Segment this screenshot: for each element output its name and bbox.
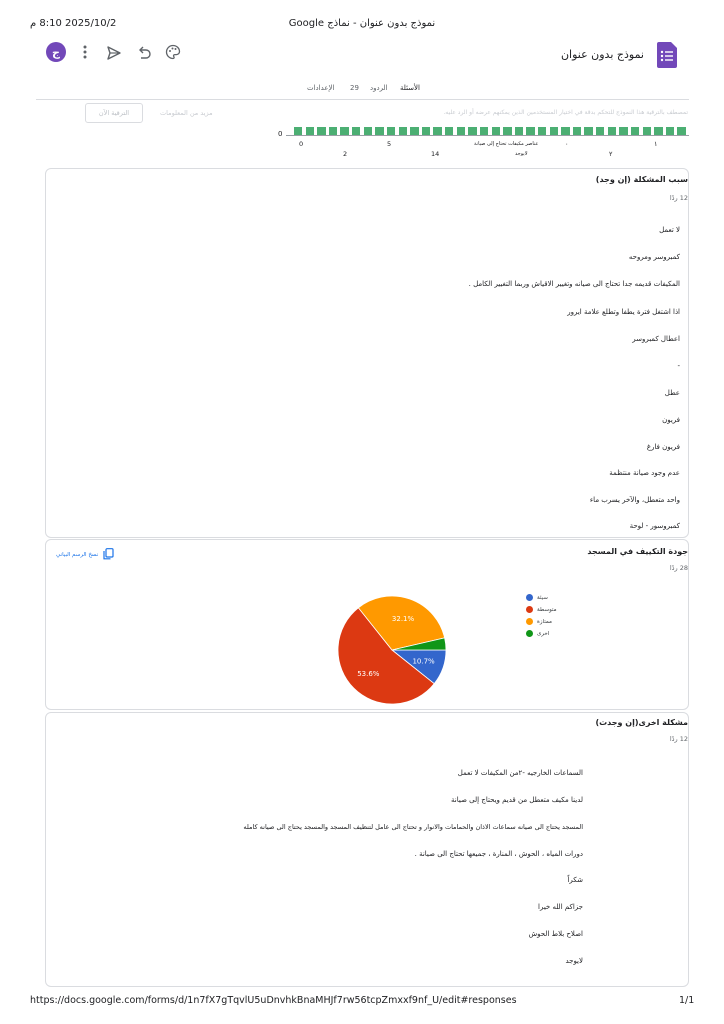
legend-item [526, 618, 552, 625]
answer-item: جزاكم الله خيرا [538, 903, 583, 911]
chart-baseline [286, 135, 689, 136]
legend-label: سيئة [537, 594, 548, 601]
bar-mark [340, 127, 348, 135]
answer-item: فريون فارغ [646, 443, 680, 451]
copy-icon [103, 545, 114, 564]
chart-y-zero-label: 0 [278, 130, 283, 138]
bar-mark [329, 127, 337, 135]
answer-item: واحد متعطل، والآخر يسرب ماء [589, 496, 680, 504]
legend-swatch [526, 618, 533, 625]
pie-slice-label: 10.7% [412, 657, 435, 666]
answer-item: كمبروسور - لوحة [629, 522, 680, 530]
bar-mark [445, 127, 453, 135]
tab-responses-badge: 29 [350, 84, 359, 92]
bar-mark [526, 127, 534, 135]
bar-mark [631, 127, 639, 135]
bar-mark [619, 127, 627, 135]
question-title: جودة التكييف في المسجد [587, 547, 688, 556]
bar-mark [422, 127, 430, 135]
bar-mark [550, 127, 558, 135]
bar-mark [294, 127, 302, 135]
legend-item [526, 606, 557, 613]
bar-mark [364, 127, 372, 135]
answer-item: فريون [662, 416, 680, 424]
palette-icon[interactable] [165, 44, 181, 60]
answer-item: دورات المياه ، الحوش ، المنارة ، جميعها تحتاج الى صيانة . [414, 850, 583, 858]
form-title[interactable]: نموذج بدون عنوان [560, 48, 644, 61]
answer-item: لا تعمل [659, 226, 680, 234]
legend-label: ممتازة [537, 618, 552, 625]
bar-strip [294, 127, 689, 135]
tabs-divider [36, 99, 689, 100]
bar-mark [538, 127, 546, 135]
question-card-other-problem [45, 712, 689, 987]
send-icon[interactable] [106, 45, 122, 59]
undo-icon[interactable] [136, 45, 152, 59]
bar-mark [666, 127, 674, 135]
forms-logo-icon [657, 42, 677, 68]
bar-mark [399, 127, 407, 135]
bar-mark [515, 127, 523, 135]
account-avatar[interactable] [46, 42, 66, 62]
answer-item: عدم وجود صيانة منتظمة [609, 469, 680, 477]
avatar-letter: ج [52, 45, 60, 59]
answer-item: عطل [664, 389, 680, 397]
print-datetime: 2025/10/2 8:10 م [30, 18, 117, 29]
legend-label: متوسطة [537, 606, 557, 613]
answer-item: اذا اشتغل فترة يطفا وتطلع علامة ايرور [567, 308, 680, 316]
pie-chart [327, 585, 457, 715]
bar-mark [503, 127, 511, 135]
answer-item: المكيفات قديمه جدا تحتاج الى صيانه وتغيير الاقياش وربما التغيير الكامل . [468, 280, 680, 288]
x-axis-label: عناصر مكيفات تحتاج إلى صيانة [474, 141, 539, 147]
bar-mark [317, 127, 325, 135]
bar-mark [457, 127, 465, 135]
x-axis-label: لايوجد [515, 151, 528, 157]
tab-questions[interactable]: الأسئلة [400, 84, 420, 92]
answer-item: شكراً [567, 876, 583, 884]
answer-item: المسجد يحتاج الى صيانه سماعات الاذان والحمامات والانوار و تحتاج الى عامل لتنظيف المسجد والمسجد يحتاج الى صيانه كامله [243, 823, 583, 831]
bar-mark [608, 127, 616, 135]
response-count: 12 ردًا [669, 735, 688, 743]
bar-mark [387, 127, 395, 135]
page-count: 1/1 [679, 995, 695, 1006]
row-value: ٢ [609, 150, 613, 158]
question-title: مشكلة اخرى(إن وجدت) [595, 718, 688, 727]
legend-item [526, 594, 548, 601]
legend-swatch [526, 606, 533, 613]
answer-item: السماعات الخارجيه -٢من المكيفات لا تعمل [457, 769, 583, 777]
bar-mark [561, 127, 569, 135]
answer-item: كمبروسر ومروحه [628, 253, 680, 261]
bar-mark [654, 127, 662, 135]
pie-legend [526, 594, 586, 644]
bar-mark [596, 127, 604, 135]
question-card-problem-reason [45, 168, 689, 538]
answer-item: - [677, 362, 680, 370]
bar-mark [375, 127, 383, 135]
page-tab-title: نموذج بدون عنوان - نماذج Google [288, 18, 436, 29]
bar-mark [468, 127, 476, 135]
response-count: 12 ردًا [669, 194, 688, 202]
copy-chart-button[interactable] [56, 545, 114, 564]
response-count: 28 ردًا [669, 564, 688, 572]
answer-item: اعطال كمبروسر [632, 335, 680, 343]
more-info-link[interactable]: مزيد من المعلومات [160, 109, 213, 117]
row-value: 2 [343, 150, 348, 158]
row-value: 14 [431, 150, 440, 158]
legend-item [526, 630, 549, 637]
question-title: سبب المشكلة (إن وجد) [595, 175, 688, 184]
bar-mark [306, 127, 314, 135]
more-options-icon[interactable] [78, 44, 92, 60]
question-card-ac-quality [45, 539, 689, 710]
bar-mark [573, 127, 581, 135]
bar-mark [643, 127, 651, 135]
tab-settings[interactable]: الإعدادات [307, 84, 335, 92]
copy-chart-label: نسخ الرسم البياني [56, 551, 99, 558]
bar-mark [352, 127, 360, 135]
page-url: https://docs.google.com/forms/d/1n7fX7gTqvlU5uDnvhkBnaMHJf7rw56tcpZmxxf9nf_U/edit#responses [30, 995, 517, 1006]
legend-swatch [526, 630, 533, 637]
answer-item: اصلاح بلاط الحوش [528, 930, 583, 938]
x-tick: 0 [299, 140, 304, 148]
x-tick: 5 [387, 140, 392, 148]
bar-mark [410, 127, 418, 135]
bar-mark [584, 127, 592, 135]
upgrade-hint: تمصطف بالترقية هذا النموذج للتحكم بدقة في اختيار المستخدمين الذين يمكنهم عرضه أو الرد عليه. [443, 109, 688, 116]
x-tick: ١ [654, 140, 658, 148]
pie-slice-label: 32.1% [391, 614, 415, 623]
legend-label: اخرى [537, 630, 550, 637]
bar-mark [433, 127, 441, 135]
pie-slice-label: 53.6% [357, 670, 380, 679]
bar-mark [480, 127, 488, 135]
answer-item: لايوجد [565, 957, 583, 965]
tab-responses[interactable]: الردود [370, 84, 388, 92]
bar-mark [492, 127, 500, 135]
bar-mark [677, 127, 685, 135]
legend-swatch [526, 594, 533, 601]
x-tick: ٠ [565, 140, 569, 148]
answer-item: لدينا مكيف متعطل من قديم ويحتاج إلى صيانة [451, 796, 583, 804]
upgrade-button[interactable]: الترقية الآن [85, 103, 143, 123]
